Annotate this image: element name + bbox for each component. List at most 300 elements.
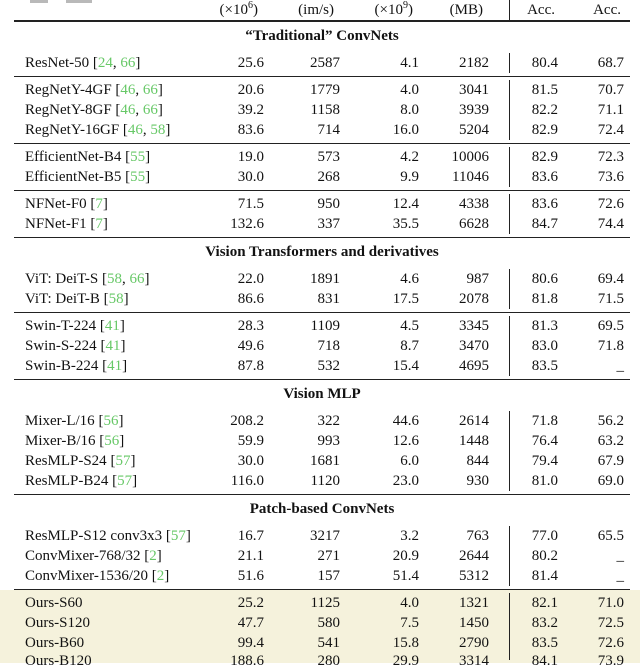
v2-acc-header: [558, 2, 624, 19]
peak-mem-value-text: 2614: [459, 412, 489, 429]
v2-acc-value-text: 69.4: [597, 270, 624, 287]
throughput-value: [264, 338, 340, 355]
table-row: [14, 336, 630, 356]
model-group: [14, 523, 630, 589]
model-name: Swin-T-224 [41]: [25, 317, 125, 334]
params-value: [204, 528, 264, 545]
flops-value-text: 4.6: [400, 270, 419, 287]
peak-mem-value-text: 1448: [459, 432, 489, 449]
peak-mem-value: [419, 358, 489, 375]
model-group: [14, 77, 630, 143]
peak-mem-value-text: 11046: [452, 168, 489, 185]
flops-value-text: 4.2: [400, 148, 419, 165]
peak-mem-value-text: 5312: [459, 567, 489, 584]
params-value: [204, 169, 264, 186]
v2-acc-value-text: 72.6: [597, 195, 624, 212]
peak-mem-value: [419, 102, 489, 119]
flops-value-text: 7.5: [400, 614, 419, 631]
throughput-value-text: 1120: [310, 472, 340, 489]
throughput-value-text: 1109: [310, 317, 340, 334]
v2-acc-header-label: Acc.: [593, 1, 621, 18]
v2-acc-value: [558, 338, 624, 355]
citation-ref: 2: [156, 567, 165, 584]
citation-ref: 57: [115, 452, 131, 469]
peak-mem-value: [419, 291, 489, 308]
top1-acc-value-text: 80.6: [531, 270, 558, 287]
top1-acc-value-text: 79.4: [531, 452, 558, 469]
v2-acc-value-text: 69.0: [597, 472, 624, 489]
flops-value: [340, 358, 419, 375]
v2-acc-value: [558, 453, 624, 470]
flops-value: [340, 413, 419, 430]
section-title: Patch-based ConvNets: [249, 500, 395, 517]
table-row: [14, 120, 630, 140]
flops-value-text: 4.0: [400, 81, 419, 98]
model-name: Ours-B60: [25, 634, 85, 651]
v2-acc-value: [558, 291, 624, 308]
model-group: [14, 266, 630, 312]
model-name: Ours-B120: [25, 653, 92, 669]
flops-value: [340, 453, 419, 470]
throughput-value: [264, 271, 340, 288]
top1-acc-header-label: Acc.: [527, 1, 555, 18]
citation-ref: 55: [130, 148, 146, 165]
citation-ref: 56: [104, 432, 120, 449]
params-value: [204, 433, 264, 450]
peak-mem-value: [419, 473, 489, 490]
throughput-value: [264, 433, 340, 450]
params-value-text: 25.2: [237, 594, 264, 611]
model-name: ResMLP-S24 [57]: [25, 452, 136, 469]
params-value: [204, 653, 264, 670]
throughput-value-text: 532: [317, 357, 340, 374]
v2-acc-value: [558, 196, 624, 213]
flops-value: [340, 102, 419, 119]
mem-unit-label: (MB): [449, 1, 483, 18]
flops-value-text: 29.9: [392, 653, 419, 669]
top1-acc-value: [509, 633, 558, 653]
flops-value: [340, 169, 419, 186]
throughput-value: [264, 216, 340, 233]
v2-acc-value: [558, 413, 624, 430]
peak-mem-value: [419, 528, 489, 545]
flops-value: [340, 548, 419, 565]
flops-unit-label: $(\times 10^9)$: [374, 0, 413, 18]
throughput-value-text: 337: [317, 215, 340, 232]
top1-acc-value: [509, 214, 558, 234]
flops-value: [340, 615, 419, 632]
v2-acc-value: [558, 102, 624, 119]
citation-ref: 2: [149, 547, 157, 564]
peak-mem-value-text: 3939: [459, 101, 489, 118]
peak-mem-value-text: 3345: [459, 317, 489, 334]
throughput-value: [264, 196, 340, 213]
peak-mem-value-text: 4695: [459, 357, 489, 374]
peak-mem-value-text: 987: [466, 270, 489, 287]
flops-value-text: 15.8: [392, 634, 419, 651]
citation-ref: 55: [130, 168, 146, 185]
throughput-value: [264, 615, 340, 632]
params-value-text: 19.0: [237, 148, 264, 165]
params-value-text: 99.4: [237, 634, 264, 651]
top1-acc-value-text: 71.8: [531, 412, 558, 429]
params-value: [204, 216, 264, 233]
model-name: Ours-S120: [25, 614, 91, 631]
params-value: [204, 102, 264, 119]
throughput-value: [264, 548, 340, 565]
table-row: [14, 411, 630, 431]
citation-ref: 57: [117, 472, 133, 489]
v2-acc-value: [558, 568, 624, 585]
params-value: [204, 149, 264, 166]
params-value-text: 30.0: [237, 168, 264, 185]
model-group: [14, 313, 630, 379]
throughput-value: [264, 568, 340, 585]
v2-acc-value-text: 71.0: [597, 594, 624, 611]
peak-mem-value: [419, 635, 489, 652]
citation-ref: 7: [95, 195, 103, 212]
params-value-text: 83.6: [237, 121, 264, 138]
throughput-value-text: 3217: [310, 527, 340, 544]
top1-acc-value: [509, 289, 558, 309]
citation-ref: 66: [142, 81, 158, 98]
citation-ref: 46: [120, 81, 136, 98]
throughput-value: [264, 358, 340, 375]
flops-unit: [340, 2, 419, 19]
params-value: [204, 358, 264, 375]
flops-value-text: 6.0: [400, 452, 419, 469]
throughput-value-text: 718: [317, 337, 340, 354]
v2-acc-value-text: 73.6: [597, 168, 624, 185]
flops-value: [340, 216, 419, 233]
flops-value-text: 20.9: [392, 547, 419, 564]
table-row: [14, 431, 630, 451]
citation-ref: 7: [95, 215, 103, 232]
v2-acc-value: [558, 122, 624, 139]
flops-value-text: 8.0: [400, 101, 419, 118]
peak-mem-value: [419, 318, 489, 335]
v2-acc-value-text: 65.5: [597, 527, 624, 544]
params-value-text: 71.5: [237, 195, 264, 212]
section-title: Vision Transformers and derivatives: [205, 243, 439, 260]
flops-value: [340, 318, 419, 335]
flops-value: [340, 122, 419, 139]
peak-mem-value: [419, 196, 489, 213]
params-value-text: 132.6: [230, 215, 264, 232]
v2-acc-value: [558, 473, 624, 490]
throughput-value: [264, 122, 340, 139]
table-row: [14, 214, 630, 234]
params-value-text: 87.8: [237, 357, 264, 374]
params-value-text: 59.9: [237, 432, 264, 449]
peak-mem-value-text: 3314: [459, 653, 489, 669]
params-value: [204, 82, 264, 99]
top1-acc-value: [509, 336, 558, 356]
throughput-value-text: 1681: [310, 452, 340, 469]
flops-value: [340, 653, 419, 670]
peak-mem-value-text: 763: [466, 527, 489, 544]
flops-value: [340, 338, 419, 355]
model-name: Mixer-B/16 [56]: [25, 432, 125, 449]
flops-value-text: 12.6: [392, 432, 419, 449]
citation-ref: 41: [104, 317, 120, 334]
params-value: [204, 453, 264, 470]
v2-acc-value: [558, 216, 624, 233]
top1-acc-value: [509, 356, 558, 376]
peak-mem-value: [419, 271, 489, 288]
flops-value-text: 4.0: [400, 594, 419, 611]
params-value-text: 30.0: [237, 452, 264, 469]
peak-mem-value: [419, 653, 489, 670]
top1-acc-value-text: 83.2: [531, 614, 558, 631]
model-name: ResNet-50 [24, 66]: [25, 54, 141, 71]
peak-mem-value-text: 2644: [459, 547, 489, 564]
top1-acc-value-text: 84.7: [531, 215, 558, 232]
table-row: [14, 451, 630, 471]
table-row: [14, 593, 630, 613]
flops-value-text: 3.2: [400, 527, 419, 544]
v2-acc-value: [558, 528, 624, 545]
model-name: ResMLP-B24 [57]: [25, 472, 138, 489]
throughput-value-text: 157: [317, 567, 340, 584]
citation-ref: 24: [97, 54, 113, 71]
model-name: EfficientNet-B5 [55]: [25, 168, 151, 185]
top1-acc-value-text: 76.4: [531, 432, 558, 449]
table-row: [14, 53, 630, 73]
peak-mem-value-text: 2790: [459, 634, 489, 651]
params-value-text: 51.6: [237, 567, 264, 584]
top1-acc-value-text: 81.5: [531, 81, 558, 98]
section-title: “Traditional” ConvNets: [245, 27, 399, 44]
peak-mem-value-text: 3041: [459, 81, 489, 98]
model-name: ResMLP-S12 conv3x3 [57]: [25, 527, 191, 544]
v2-acc-value-text: 71.1: [597, 101, 624, 118]
flops-value: [340, 473, 419, 490]
params-value: [204, 635, 264, 652]
citation-ref: 58: [150, 121, 166, 138]
v2-acc-value-text: 72.4: [597, 121, 624, 138]
citation-ref: 41: [105, 337, 121, 354]
top1-acc-value: [509, 471, 558, 491]
table-row: [14, 633, 630, 653]
section-title: Vision MLP: [283, 385, 361, 402]
flops-value: [340, 196, 419, 213]
model-group: [14, 408, 630, 494]
table-row: [14, 269, 630, 289]
top1-acc-value-text: 81.0: [531, 472, 558, 489]
params-value-text: 208.2: [230, 412, 264, 429]
flops-value: [340, 82, 419, 99]
model-name: EfficientNet-B4 [55]: [25, 148, 151, 165]
peak-mem-value: [419, 216, 489, 233]
v2-acc-value-text: 74.4: [597, 215, 624, 232]
flops-value-text: 8.7: [400, 337, 419, 354]
params-unit: [204, 2, 264, 19]
params-value: [204, 595, 264, 612]
top1-acc-value-text: 81.3: [531, 317, 558, 334]
v2-acc-value-text: _: [616, 547, 624, 564]
params-value-text: 39.2: [237, 101, 264, 118]
peak-mem-value: [419, 149, 489, 166]
flops-value-text: 17.5: [392, 290, 419, 307]
params-value-text: 22.0: [237, 270, 264, 287]
top1-acc-value-text: 84.1: [531, 653, 558, 669]
model-name: ViT: DeiT-S [58, 66]: [25, 270, 150, 287]
top1-acc-value: [509, 613, 558, 633]
throughput-value: [264, 595, 340, 612]
citation-ref: 46: [127, 121, 143, 138]
v2-acc-value-text: 71.8: [597, 337, 624, 354]
top1-acc-value-text: 80.4: [531, 54, 558, 71]
mem-unit: [419, 2, 489, 19]
table-row: [14, 471, 630, 491]
cutoff-header-text-remnant: [30, 0, 48, 3]
params-value: [204, 568, 264, 585]
params-value-text: 188.6: [230, 653, 264, 669]
top1-acc-value-text: 82.9: [531, 121, 558, 138]
peak-mem-value: [419, 338, 489, 355]
params-value: [204, 271, 264, 288]
flops-value-text: 16.0: [392, 121, 419, 138]
table-row: [14, 289, 630, 309]
citation-ref: 56: [103, 412, 119, 429]
flops-value: [340, 271, 419, 288]
ours-highlight-group: [0, 590, 640, 669]
throughput-value-text: 268: [317, 168, 340, 185]
params-value-text: 86.6: [237, 290, 264, 307]
citation-ref: 57: [170, 527, 186, 544]
throughput-value-text: 541: [317, 634, 340, 651]
table-row: [14, 526, 630, 546]
top1-acc-value-text: 82.2: [531, 101, 558, 118]
v2-acc-value-text: _: [616, 567, 624, 584]
column-units-row: [14, 0, 630, 20]
flops-value: [340, 568, 419, 585]
throughput-value-text: 271: [317, 547, 340, 564]
params-value: [204, 318, 264, 335]
v2-acc-value: [558, 169, 624, 186]
model-name: Swin-S-224 [41]: [25, 337, 126, 354]
params-value-text: 21.1: [237, 547, 264, 564]
throughput-value: [264, 149, 340, 166]
table-row: [14, 100, 630, 120]
peak-mem-value-text: 844: [466, 452, 489, 469]
v2-acc-value-text: 73.9: [597, 653, 624, 669]
flops-value: [340, 149, 419, 166]
peak-mem-value-text: 4338: [459, 195, 489, 212]
params-value-text: 49.6: [237, 337, 264, 354]
peak-mem-value: [419, 595, 489, 612]
params-value-text: 116.0: [230, 472, 264, 489]
flops-value-text: 15.4: [392, 357, 419, 374]
throughput-value: [264, 82, 340, 99]
table-row: [14, 147, 630, 167]
top1-acc-value: [509, 566, 558, 586]
flops-value: [340, 635, 419, 652]
flops-value-text: 9.9: [400, 168, 419, 185]
peak-mem-value-text: 5204: [459, 121, 489, 138]
peak-mem-value-text: 2078: [459, 290, 489, 307]
table-row: [14, 356, 630, 376]
throughput-value: [264, 653, 340, 670]
cutoff-header-text-remnant: [66, 0, 92, 3]
v2-acc-value: [558, 271, 624, 288]
throughput-value: [264, 318, 340, 335]
throughput-value: [264, 453, 340, 470]
params-value: [204, 196, 264, 213]
top1-acc-value-text: 83.6: [531, 168, 558, 185]
flops-value-text: 4.1: [400, 54, 419, 71]
top1-acc-value-text: 81.8: [531, 290, 558, 307]
citation-ref: 58: [108, 290, 124, 307]
v2-acc-value-text: 63.2: [597, 432, 624, 449]
params-value-text: 20.6: [237, 81, 264, 98]
peak-mem-value: [419, 82, 489, 99]
model-name: RegNetY-8GF [46, 66]: [25, 101, 163, 118]
model-name: RegNetY-16GF [46, 58]: [25, 121, 171, 138]
table-row: [14, 566, 630, 586]
flops-value-text: 4.5: [400, 317, 419, 334]
flops-value: [340, 595, 419, 612]
v2-acc-value: [558, 433, 624, 450]
model-group: [14, 144, 630, 190]
flops-value-text: 51.4: [392, 567, 419, 584]
top1-acc-value: [509, 653, 558, 669]
throughput-value: [264, 413, 340, 430]
throughput-value: [264, 528, 340, 545]
table-row: [14, 613, 630, 633]
flops-value-text: 35.5: [392, 215, 419, 232]
v2-acc-value: [558, 548, 624, 565]
throughput-value-text: 1891: [310, 270, 340, 287]
model-name: Swin-B-224 [41]: [25, 357, 128, 374]
peak-mem-value-text: 1321: [459, 594, 489, 611]
peak-mem-value-text: 2182: [459, 54, 489, 71]
citation-ref: 66: [129, 270, 145, 287]
top1-acc-value: [509, 194, 558, 214]
top1-acc-value-text: 82.9: [531, 148, 558, 165]
table-row: [14, 546, 630, 566]
top1-acc-value: [509, 269, 558, 289]
top1-acc-value: [509, 100, 558, 120]
v2-acc-value: [558, 82, 624, 99]
citation-ref: 58: [106, 270, 122, 287]
params-unit-label: $(\times 10^6)$: [219, 0, 258, 18]
top1-acc-value-text: 83.5: [531, 634, 558, 651]
v2-acc-value: [558, 358, 624, 375]
top1-acc-value: [509, 53, 558, 73]
top1-acc-value: [509, 80, 558, 100]
v2-acc-value-text: _: [616, 357, 624, 374]
flops-value-text: 12.4: [392, 195, 419, 212]
throughput-value-text: 714: [317, 121, 340, 138]
throughput-unit-label: (im/s): [298, 1, 334, 18]
top1-acc-value: [509, 167, 558, 187]
peak-mem-value: [419, 433, 489, 450]
params-value: [204, 413, 264, 430]
top1-acc-value: [509, 593, 558, 613]
v2-acc-value-text: 72.3: [597, 148, 624, 165]
citation-ref: 66: [142, 101, 158, 118]
params-value: [204, 548, 264, 565]
top1-acc-value: [509, 526, 558, 546]
v2-acc-value: [558, 55, 624, 72]
throughput-value: [264, 169, 340, 186]
throughput-value: [264, 55, 340, 72]
params-value: [204, 55, 264, 72]
peak-mem-value: [419, 548, 489, 565]
top1-acc-value-text: 80.2: [531, 547, 558, 564]
